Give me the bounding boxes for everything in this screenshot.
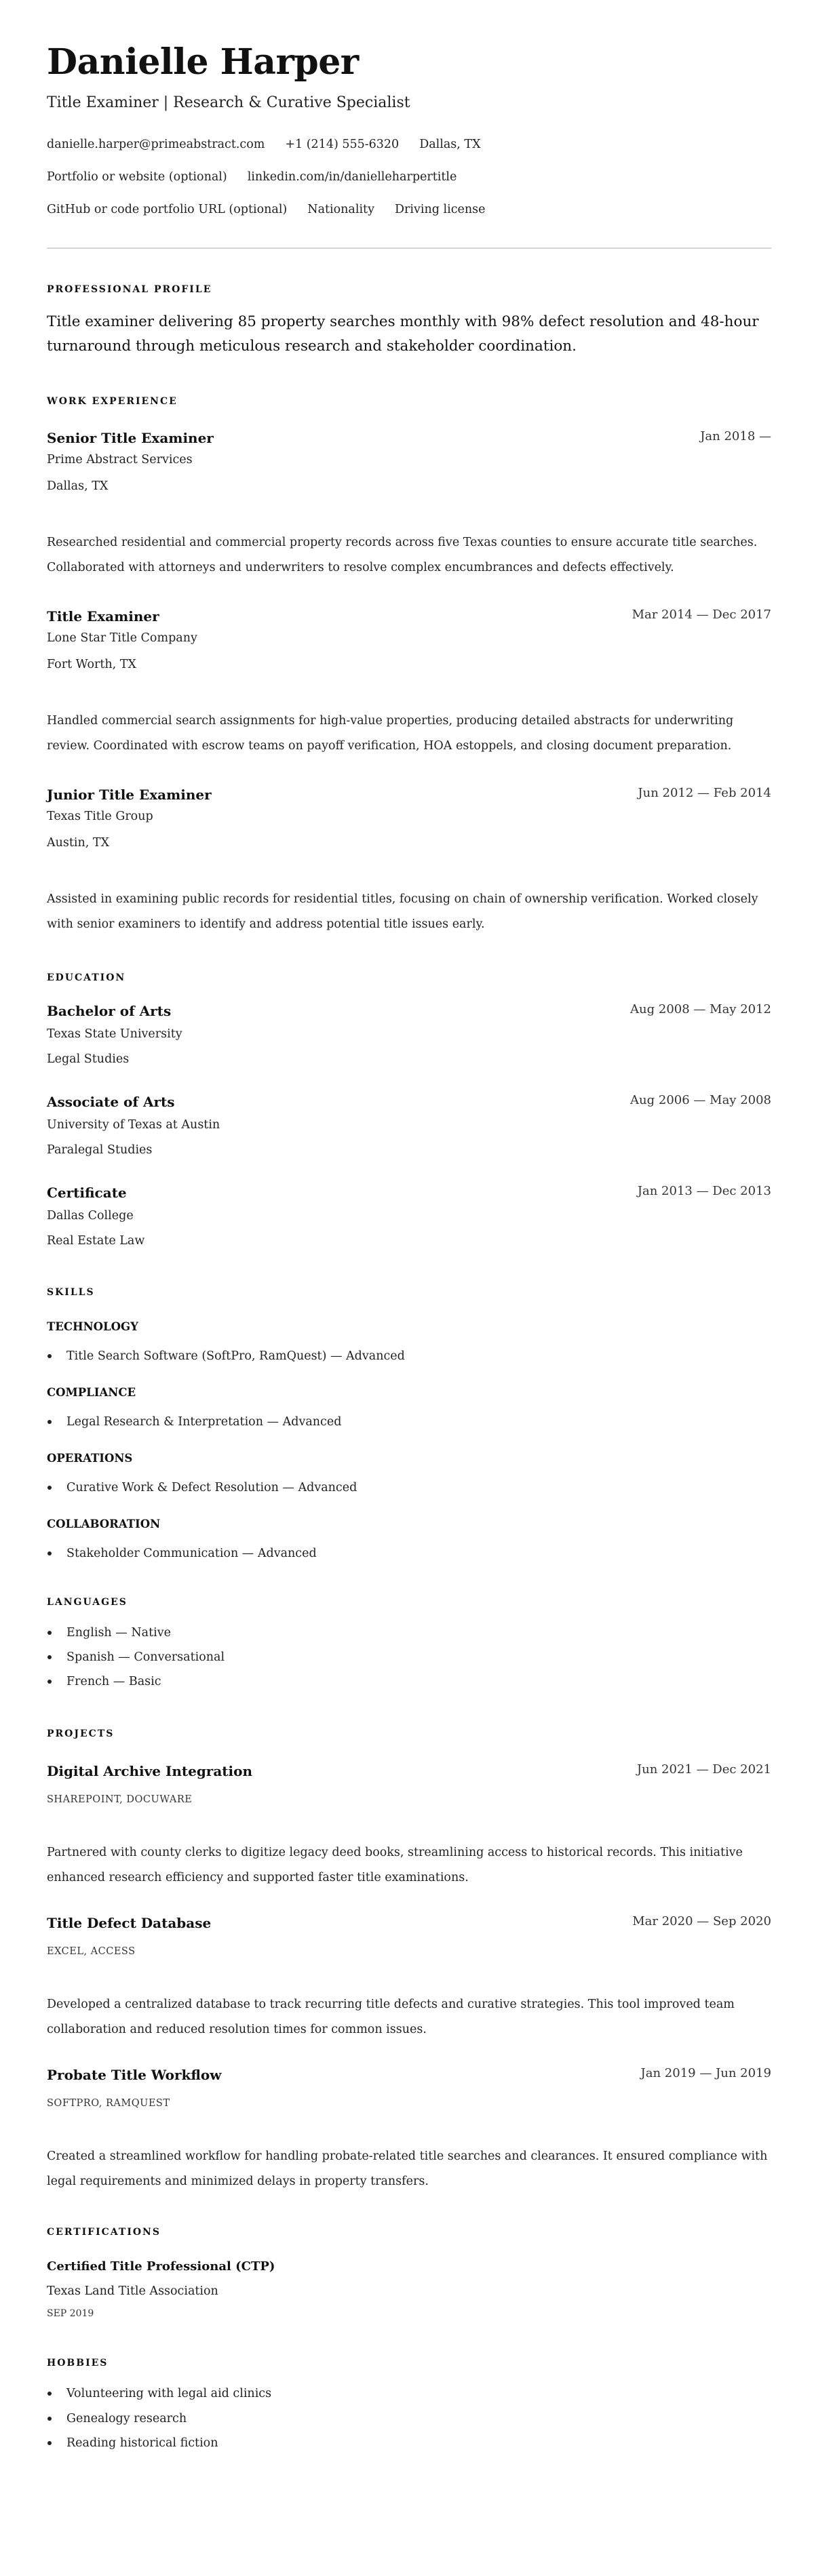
project-tech: EXCEL, ACCESS — [47, 1946, 136, 1957]
skill-item: Stakeholder Communication — Advanced — [47, 1544, 771, 1563]
section-heading-skills: SKILLS — [47, 1287, 95, 1298]
education-header — [47, 1002, 771, 1021]
contact-line — [47, 167, 771, 186]
project-description: Partnered with county clerks to digitize legacy deed books, streamlining access to historical records. This initiative enhanced research efficiency and supported faster title examinations. — [47, 1846, 743, 1884]
job-location: Fort Worth, TX — [47, 658, 136, 671]
job-header — [47, 785, 771, 804]
job-date: Jan 2018 — — [700, 429, 771, 443]
project-description: Created a streamlined workflow for handling probate-related title searches and clearances. It ensured compliance with legal requirements and minimized delays in property transfers. — [47, 2149, 768, 2188]
contact-line — [47, 200, 771, 219]
divider — [47, 247, 771, 249]
education-date: Jan 2013 — Dec 2013 — [637, 1184, 771, 1198]
job-entry — [47, 785, 771, 936]
job-title: Title Examiner — [47, 608, 159, 625]
project-header — [47, 1914, 771, 1933]
certification-issuer: Texas Land Title Association — [47, 2284, 218, 2298]
job-description: Assisted in examining public records for residential titles, focusing on chain of ownership verification. Worked closely with senior examiners to identify and address potential title issues early. — [47, 892, 758, 931]
job-company: Lone Star Title Company — [47, 631, 197, 645]
job-title: Junior Title Examiner — [47, 787, 212, 803]
section-heading-experience: WORK EXPERIENCE — [47, 396, 178, 407]
skill-category: COLLABORATION — [47, 1518, 161, 1530]
language-item: French — Basic — [47, 1669, 771, 1694]
project-date: Mar 2020 — Sep 2020 — [632, 1914, 771, 1928]
project-title: Title Defect Database — [47, 1915, 212, 1931]
job-entry — [47, 607, 771, 758]
section-heading-languages: LANGUAGES — [47, 1597, 128, 1608]
education-title: Associate of Arts — [47, 1094, 175, 1110]
education-date: Aug 2008 — May 2012 — [630, 1002, 771, 1016]
education-school: Dallas College — [47, 1209, 134, 1223]
job-header — [47, 429, 771, 448]
hobby-item: Volunteering with legal aid clinics — [47, 2381, 771, 2406]
portfolio-link[interactable]: Portfolio or website (optional) — [47, 170, 227, 184]
project-header — [47, 1762, 771, 1781]
driving-license: Driving license — [394, 203, 486, 216]
email-link[interactable]: danielle.harper@primeabstract.com — [47, 138, 265, 151]
hobby-item: Genealogy research — [47, 2406, 771, 2432]
education-title: Certificate — [47, 1185, 127, 1201]
job-company: Texas Title Group — [47, 810, 153, 823]
project-title: Digital Archive Integration — [47, 1763, 253, 1779]
skill-category: OPERATIONS — [47, 1452, 133, 1465]
language-item: English — Native — [47, 1621, 771, 1645]
profile-summary: Title examiner delivering 85 property searches monthly with 98% defect resolution and 48-hour turnaround through meticulous research and stakeholder coordination. — [47, 313, 759, 355]
phone: +1 (214) 555-6320 — [285, 138, 400, 151]
section-heading-certifications: CERTIFICATIONS — [47, 2227, 161, 2238]
skill-list — [47, 1544, 771, 1563]
job-entry — [47, 429, 771, 580]
skill-category: TECHNOLOGY — [47, 1320, 138, 1333]
certification-date: SEP 2019 — [47, 2308, 94, 2319]
education-field: Real Estate Law — [47, 1234, 145, 1248]
skill-list — [47, 1347, 771, 1366]
project-tech: SOFTPRO, RAMQUEST — [47, 2098, 170, 2109]
linkedin-link[interactable]: linkedin.com/in/danielleharpertitle — [247, 170, 457, 184]
project-tech: SHAREPOINT, DOCUWARE — [47, 1794, 193, 1805]
resume — [47, 41, 771, 2456]
job-title: Senior Title Examiner — [47, 430, 214, 446]
education-title: Bachelor of Arts — [47, 1003, 172, 1019]
hobby-item: Reading historical fiction — [47, 2431, 771, 2456]
project-description: Developed a centralized database to track recurring title defects and curative strategies. This tool improved team collaboration and reduced resolution times for common issues. — [47, 1998, 735, 2036]
skill-category: COMPLIANCE — [47, 1386, 136, 1399]
skill-item: Curative Work & Defect Resolution — Advanced — [47, 1478, 771, 1497]
education-school: University of Texas at Austin — [47, 1118, 220, 1132]
skill-item: Title Search Software (SoftPro, RamQuest) — Advanced — [47, 1347, 771, 1366]
job-date: Jun 2012 — Feb 2014 — [638, 786, 771, 800]
language-item: Spanish — Conversational — [47, 1645, 771, 1669]
education-header — [47, 1183, 771, 1202]
section-heading-education: EDUCATION — [47, 972, 126, 983]
location: Dallas, TX — [419, 138, 481, 151]
project-date: Jan 2019 — Jun 2019 — [640, 2066, 771, 2080]
education-field: Legal Studies — [47, 1052, 130, 1066]
section-heading-profile: PROFESSIONAL PROFILE — [47, 284, 212, 295]
candidate-name: Danielle Harper — [47, 41, 359, 83]
education-header — [47, 1092, 771, 1111]
skill-list — [47, 1412, 771, 1431]
project-entry — [47, 1914, 771, 2042]
job-description: Researched residential and commercial property records across five Texas counties to ensure accurate title searches. Collaborated with attorneys and underwriters to resolve complex encumbrances and defects effectively. — [47, 536, 758, 574]
contact-line — [47, 135, 771, 154]
nationality: Nationality — [307, 203, 374, 216]
section-heading-projects: PROJECTS — [47, 1728, 115, 1739]
job-header — [47, 607, 771, 626]
job-location: Austin, TX — [47, 836, 110, 850]
education-school: Texas State University — [47, 1027, 182, 1041]
job-description: Handled commercial search assignments for high-value properties, producing detailed abstracts for underwriting review. Coordinated with escrow teams on payoff verification, HOA estoppels, and closing document preparation. — [47, 714, 734, 753]
github-link[interactable]: GitHub or code portfolio URL (optional) — [47, 203, 288, 216]
job-date: Mar 2014 — Dec 2017 — [632, 608, 771, 622]
headline: Title Examiner | Research & Curative Specialist — [47, 94, 410, 111]
education-entry — [47, 1092, 771, 1160]
job-company: Prime Abstract Services — [47, 453, 193, 467]
section-heading-hobbies: HOBBIES — [47, 2358, 109, 2369]
project-title: Probate Title Workflow — [47, 2067, 222, 2083]
job-location: Dallas, TX — [47, 479, 109, 493]
skill-list — [47, 1478, 771, 1497]
education-entry — [47, 1002, 771, 1069]
skill-item: Legal Research & Interpretation — Advanced — [47, 1412, 771, 1431]
project-header — [47, 2065, 771, 2084]
project-entry — [47, 1762, 771, 1890]
education-entry — [47, 1183, 771, 1250]
project-entry — [47, 2065, 771, 2194]
certification-name: Certified Title Professional (CTP) — [47, 2259, 275, 2274]
education-field: Paralegal Studies — [47, 1143, 153, 1157]
project-date: Jun 2021 — Dec 2021 — [636, 1762, 771, 1777]
education-date: Aug 2006 — May 2008 — [630, 1093, 771, 1107]
